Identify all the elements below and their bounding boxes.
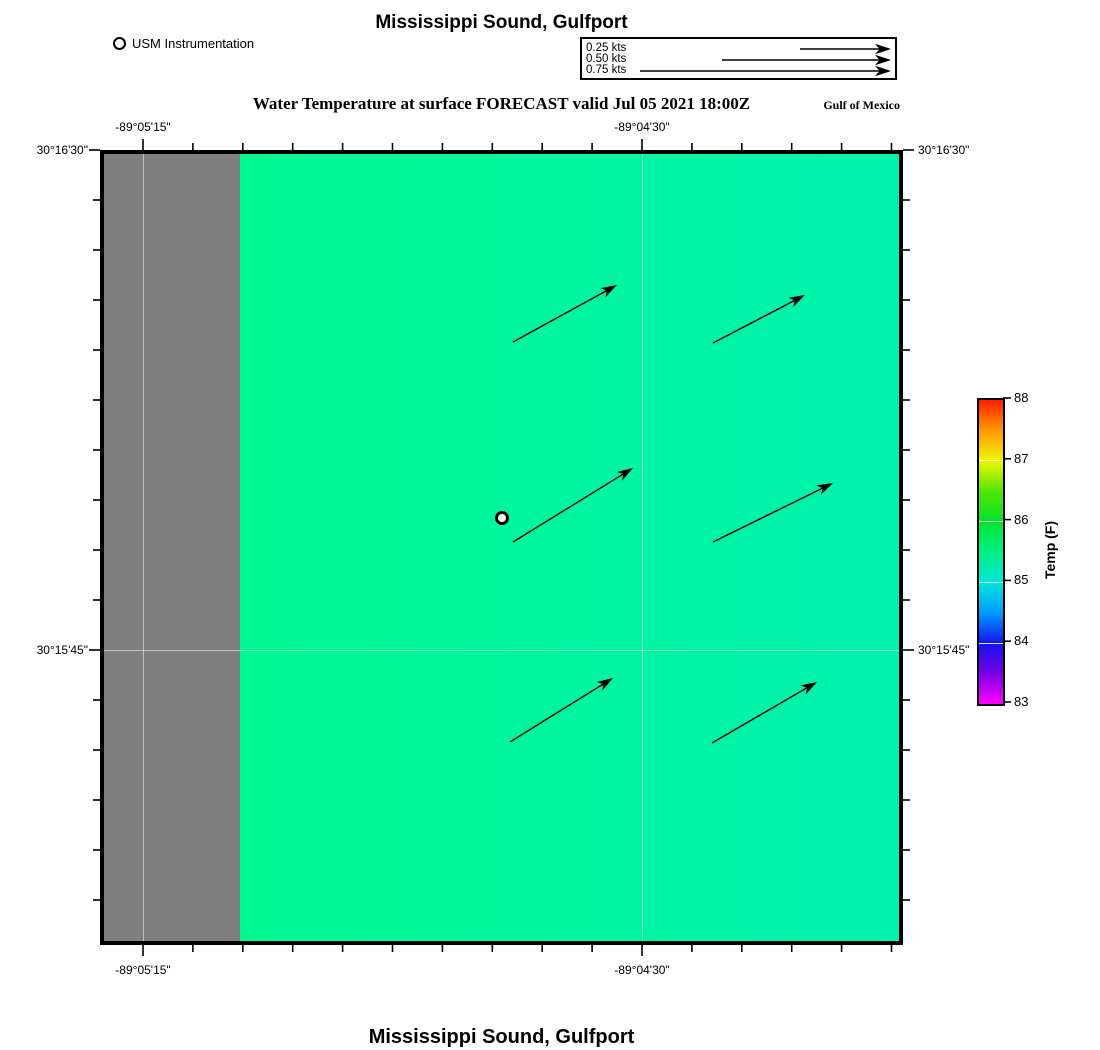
colorbar-tick-label: 88: [1014, 390, 1029, 405]
station-legend-label: USM Instrumentation: [132, 36, 255, 51]
plot-title-bottom: Mississippi Sound, Gulfport: [368, 1026, 635, 1048]
lon-label-bottom-1: -89°04'30": [614, 963, 670, 977]
land-region: [104, 154, 240, 941]
colorbar-separator: [979, 643, 1003, 644]
gridline-lon-2: [642, 154, 643, 941]
colorbar-tick-label: 84: [1014, 633, 1029, 649]
velocity-scale-label-075: 0.75 kts: [586, 64, 627, 76]
colorbar-tick-label: 85: [1014, 572, 1029, 588]
gridline-lon-1: [143, 154, 144, 941]
velocity-scale-arrows: [582, 39, 895, 78]
colorbar-tick-label: 86: [1014, 511, 1029, 527]
gridline-lat-1: [104, 650, 899, 651]
lat-label-left-0: 30°16'30": [36, 143, 88, 157]
station-marker-icon: [113, 37, 126, 50]
velocity-scale-box: [580, 37, 897, 80]
region-label: Gulf of Mexico: [823, 98, 900, 112]
colorbar-title: Temp (F): [1042, 520, 1058, 580]
plot-title-top: Mississippi Sound, Gulfport: [375, 12, 628, 33]
velocity-scale-label-025: 0.25 kts: [586, 42, 627, 54]
colorbar-separator: [979, 460, 1003, 461]
lon-label-top-1: -89°04'30": [614, 120, 670, 134]
lat-label-right-1: 30°15'45": [918, 643, 970, 657]
station-legend: [113, 36, 254, 51]
colorbar-tick-label: 87: [1014, 450, 1029, 466]
plot-subtitle: Water Temperature at surface FORECAST valid Jul 05 2021 18:00Z: [252, 94, 751, 113]
colorbar-separator: [979, 521, 1003, 522]
lon-label-bottom-0: -89°05'15": [115, 963, 171, 977]
map-area: [100, 150, 903, 945]
colorbar: [977, 398, 1005, 706]
colorbar-separator: [979, 582, 1003, 583]
colorbar-tick-label: 83: [1014, 694, 1029, 709]
lon-label-top-0: -89°05'15": [115, 120, 171, 134]
velocity-scale-label-050: 0.50 kts: [586, 53, 627, 65]
lat-label-left-1: 30°15'45": [36, 643, 88, 657]
lat-label-right-0: 30°16'30": [918, 143, 970, 157]
